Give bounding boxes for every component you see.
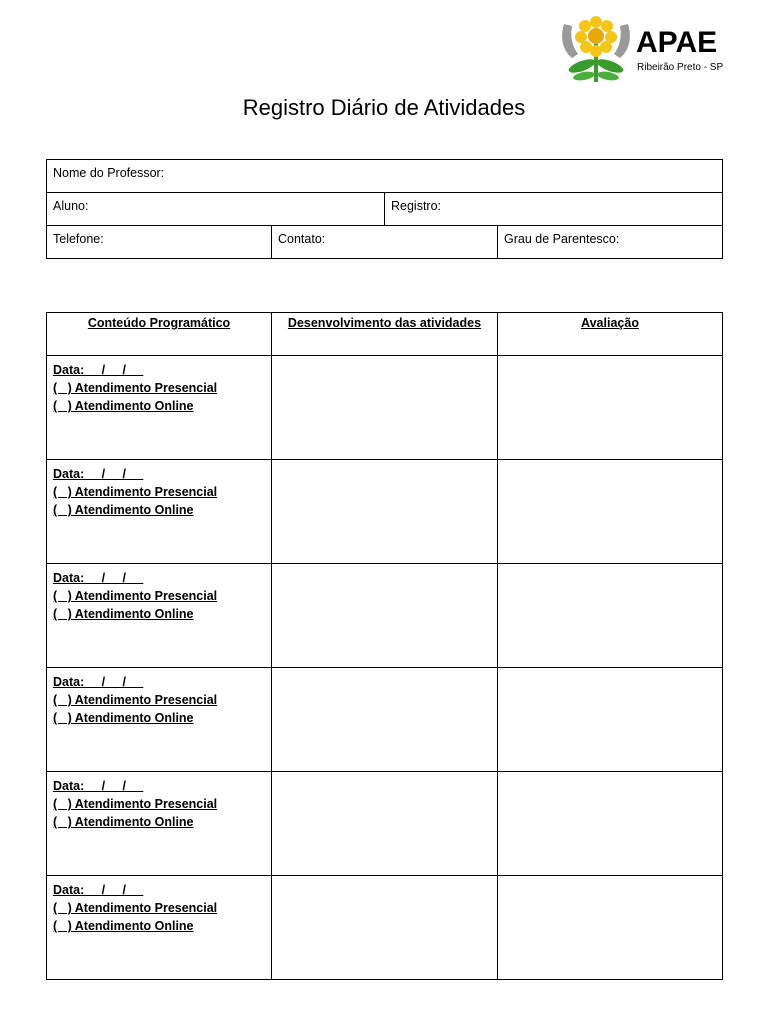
avaliacao-cell[interactable]: [498, 460, 723, 564]
presencial-option[interactable]: ( ) Atendimento Presencial: [53, 797, 218, 811]
apae-logo: [556, 14, 726, 88]
header-conteudo: Conteúdo Programático: [47, 313, 272, 356]
aluno-label: Aluno:: [53, 199, 89, 213]
data-line: Data: / /: [53, 467, 144, 481]
conteudo-cell[interactable]: [47, 356, 272, 460]
desenvolvimento-cell[interactable]: [272, 876, 498, 980]
table-row: [47, 876, 723, 980]
conteudo-cell[interactable]: [47, 460, 272, 564]
activities-table: [46, 312, 723, 980]
data-line: Data: / /: [53, 779, 144, 793]
avaliacao-cell[interactable]: [498, 876, 723, 980]
data-line: Data: / /: [53, 883, 144, 897]
table-row: [47, 772, 723, 876]
flower-hands-icon: [556, 14, 636, 88]
registro-field[interactable]: [385, 193, 723, 226]
presencial-option[interactable]: ( ) Atendimento Presencial: [53, 589, 218, 603]
online-option[interactable]: ( ) Atendimento Online: [53, 919, 194, 933]
online-option[interactable]: ( ) Atendimento Online: [53, 503, 194, 517]
table-row: [47, 668, 723, 772]
avaliacao-cell[interactable]: [498, 668, 723, 772]
conteudo-cell[interactable]: [47, 564, 272, 668]
header-desenvolvimento: Desenvolvimento das atividades: [272, 313, 498, 356]
logo-name: APAE: [636, 26, 718, 59]
online-option[interactable]: ( ) Atendimento Online: [53, 815, 194, 829]
logo-subtitle: Ribeirão Preto - SP: [637, 62, 724, 73]
data-line: Data: / /: [53, 675, 144, 689]
contato-field[interactable]: [272, 226, 498, 259]
desenvolvimento-cell[interactable]: [272, 356, 498, 460]
avaliacao-cell[interactable]: [498, 772, 723, 876]
avaliacao-cell[interactable]: [498, 564, 723, 668]
telefone-label: Telefone:: [53, 232, 104, 246]
presencial-option[interactable]: ( ) Atendimento Presencial: [53, 381, 218, 395]
registro-label: Registro:: [391, 199, 442, 213]
desenvolvimento-cell[interactable]: [272, 460, 498, 564]
online-option[interactable]: ( ) Atendimento Online: [53, 607, 194, 621]
online-option[interactable]: ( ) Atendimento Online: [53, 711, 194, 725]
professor-field[interactable]: [47, 160, 723, 193]
conteudo-cell[interactable]: [47, 668, 272, 772]
desenvolvimento-cell[interactable]: [272, 564, 498, 668]
telefone-field[interactable]: [47, 226, 272, 259]
table-row: [47, 564, 723, 668]
info-table: [46, 159, 723, 259]
presencial-option[interactable]: ( ) Atendimento Presencial: [53, 901, 218, 915]
conteudo-cell[interactable]: [47, 876, 272, 980]
data-line: Data: / /: [53, 571, 144, 585]
table-row: [47, 356, 723, 460]
presencial-option[interactable]: ( ) Atendimento Presencial: [53, 485, 218, 499]
online-option[interactable]: ( ) Atendimento Online: [53, 399, 194, 413]
professor-label: Nome do Professor:: [53, 166, 165, 180]
data-line: Data: / /: [53, 363, 144, 377]
header-avaliacao: Avaliação: [498, 313, 723, 356]
page-title: Registro Diário de Atividades: [242, 95, 526, 120]
conteudo-cell[interactable]: [47, 772, 272, 876]
table-row: [47, 460, 723, 564]
presencial-option[interactable]: ( ) Atendimento Presencial: [53, 693, 218, 707]
avaliacao-cell[interactable]: [498, 356, 723, 460]
desenvolvimento-cell[interactable]: [272, 772, 498, 876]
aluno-field[interactable]: [47, 193, 385, 226]
parentesco-label: Grau de Parentesco:: [504, 232, 620, 246]
desenvolvimento-cell[interactable]: [272, 668, 498, 772]
parentesco-field[interactable]: [498, 226, 723, 259]
contato-label: Contato:: [278, 232, 326, 246]
